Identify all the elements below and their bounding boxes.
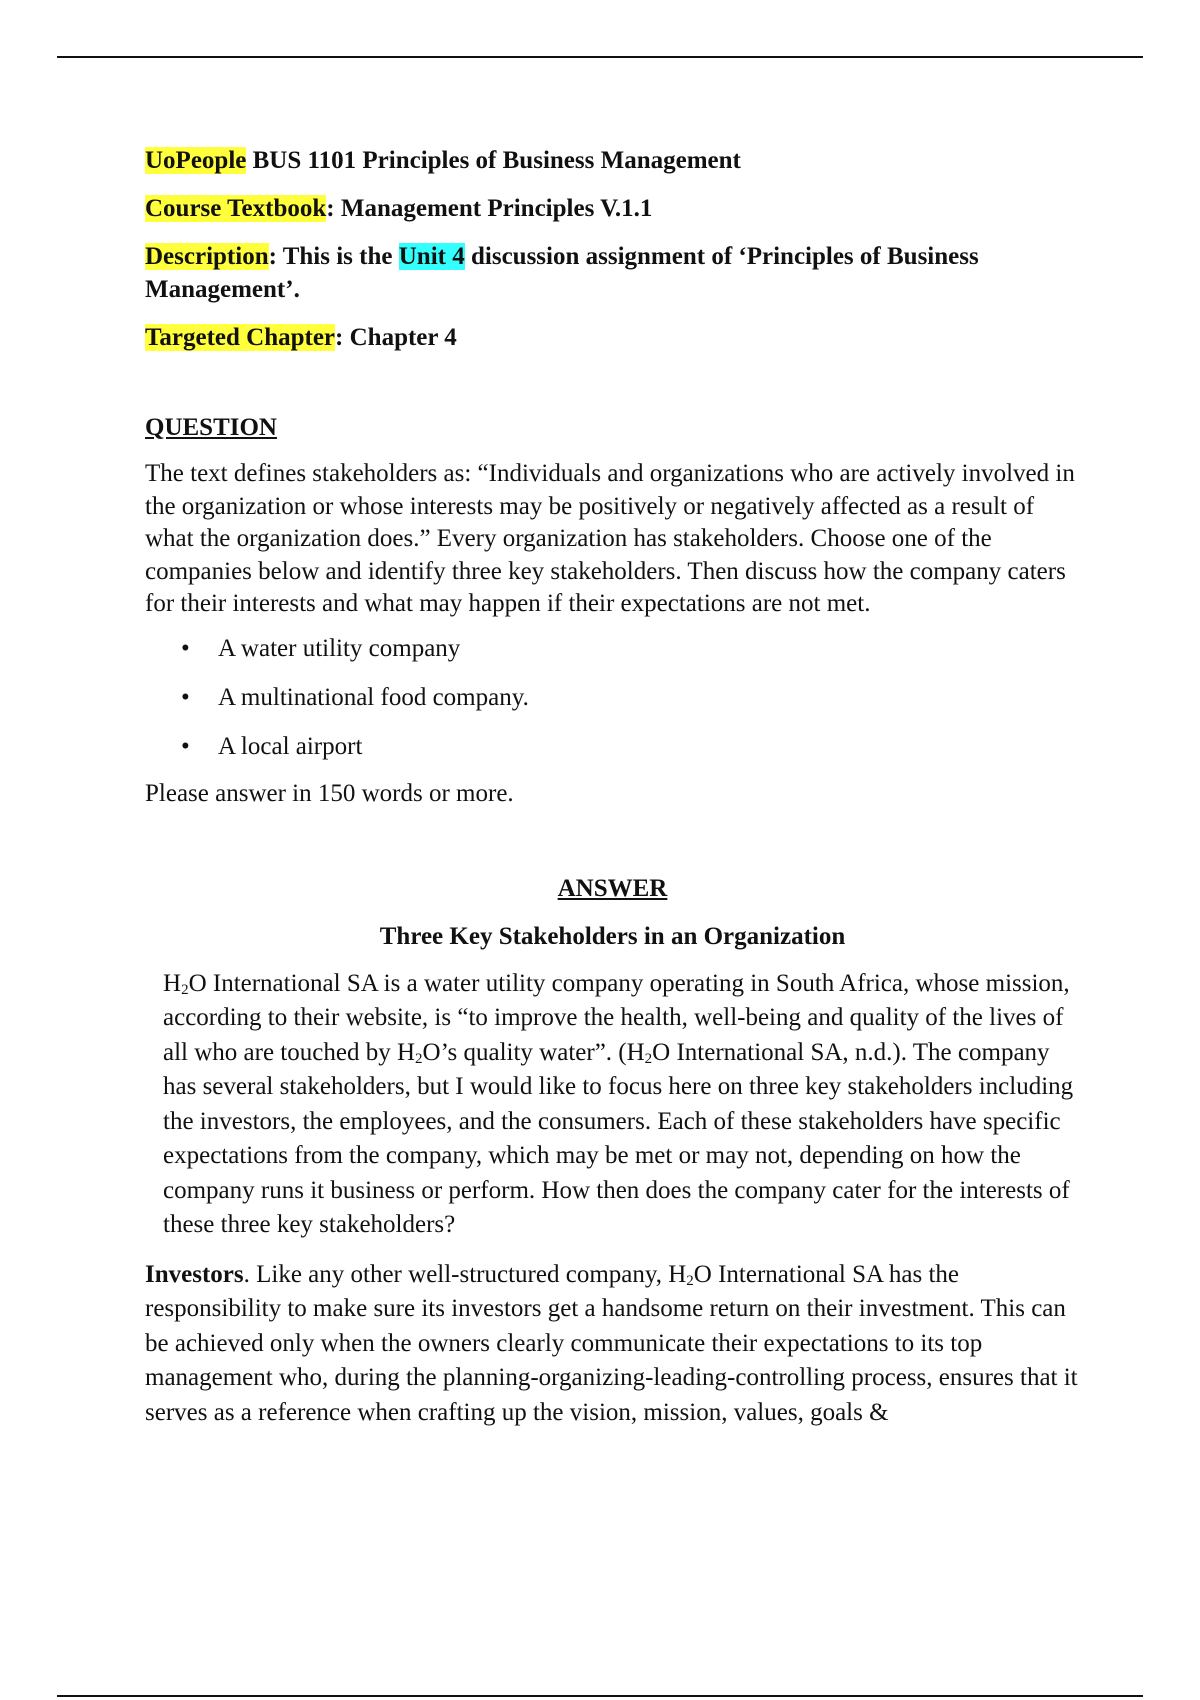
text-run: O’s quality water”. (H: [422, 1038, 645, 1066]
chapter-value: : Chapter 4: [335, 324, 457, 351]
text-run: O International SA has the responsibility to make sure its investors get a handsome return on their investment. This can be achieved only when the owners clearly communicate their expectations to its top management who, during the planning-organizing-leading-controlling process, ensures that it serves as a reference when crafting up the vision, mission, values, goals &: [145, 1260, 1078, 1426]
subscript: 2: [644, 1050, 653, 1067]
company-options-list: [145, 632, 1080, 763]
text-run: H: [163, 969, 182, 997]
option-text: A water utility company: [218, 634, 461, 662]
subscript: 2: [686, 1272, 694, 1289]
bullet-icon: •: [181, 634, 190, 662]
top-rule: [57, 56, 1143, 58]
option-text: A multinational food company.: [218, 683, 529, 711]
course-line: [145, 144, 1080, 177]
list-item: [145, 681, 1080, 714]
answer-paragraph-intro: [145, 967, 1080, 1243]
text-run: O International SA is a water utility company operating in South Africa, whose mission, according to their website, is “to improve the health, well-being and quality of the lives of all who are touched by H: [163, 969, 1070, 1066]
textbook-label: Course Textbook: [145, 195, 327, 222]
bullet-icon: •: [181, 683, 190, 711]
answer-heading: ANSWER: [557, 874, 668, 902]
bullet-icon: •: [181, 732, 190, 760]
subscript: 2: [181, 981, 189, 998]
answer-subheading: Three Key Stakeholders in an Organization: [379, 922, 846, 950]
answer-paragraph-investors: [145, 1258, 1080, 1431]
investors-label: Investors: [145, 1260, 244, 1288]
word-count-note: Please answer in 150 words or more.: [145, 779, 514, 807]
description-line: [145, 240, 1080, 306]
textbook-value: : Management Principles V.1.1: [326, 195, 653, 222]
document-body: [145, 144, 1080, 1430]
description-prefix: : This is the: [268, 243, 399, 270]
question-text: The text defines stakeholders as: “Individuals and organizations who are actively involved in the organization or whose interests may be positively or negatively affected as a result of what the organization does.” Every organization has stakeholders. Choose one of the companies below and identify three key stakeholders. Then discuss how the company caters for their interests and what may happen if their expectations are not met.: [145, 460, 1075, 617]
list-item: [145, 632, 1080, 665]
subscript: 2: [415, 1050, 423, 1067]
option-text: A local airport: [218, 732, 363, 760]
course-title: BUS 1101 Principles of Business Management: [246, 147, 741, 174]
question-heading: QUESTION: [145, 414, 277, 441]
description-label: Description: [145, 243, 269, 270]
chapter-line: [145, 321, 1080, 354]
bottom-rule: [57, 1695, 1143, 1697]
textbook-line: [145, 192, 1080, 225]
text-run: . Like any other well-structured company, H: [243, 1260, 687, 1288]
description-suffix: discussion assignment of ‘Principles of Business Management’.: [145, 243, 979, 303]
list-item: [145, 730, 1080, 763]
chapter-label: Targeted Chapter: [145, 324, 336, 351]
course-tag: UoPeople: [145, 147, 247, 174]
text-run: O International SA, n.d.). The company has several stakeholders, but I would like to focus here on three key stakeholders including the investors, the employees, and the consumers. Each of these stakeholders have specific expectations from the company, which may be met or may not, depending on how the company runs it business or perform. How then does the company cater for the interests of these three key stakeholders?: [163, 1038, 1074, 1238]
description-unit: Unit 4: [398, 243, 465, 270]
